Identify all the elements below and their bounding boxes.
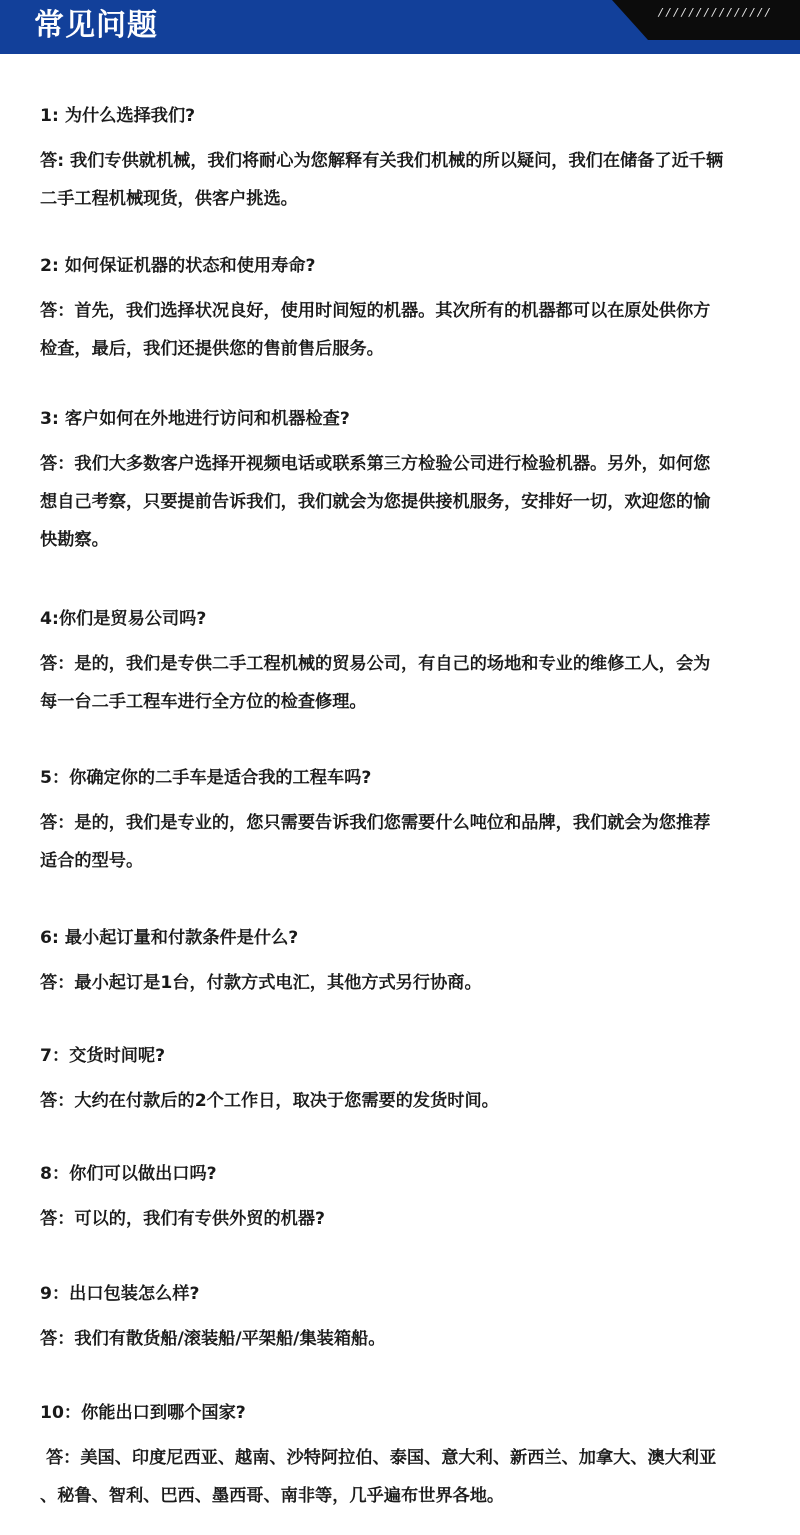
- answer-line: 答：美国、印度尼西亚、越南、沙特阿拉伯、泰国、意大利、新西兰、加拿大、澳大利亚: [40, 1448, 717, 1468]
- faq-answer: [40, 1200, 780, 1238]
- faq-answer: [40, 964, 780, 1002]
- answer-line: 二手工程机械现货，供客户挑选。: [40, 189, 298, 209]
- faq-question: 2: 如何保证机器的状态和使用寿命?: [40, 256, 316, 276]
- faq-answer: [40, 292, 780, 368]
- faq-answer: [40, 1439, 780, 1515]
- answer-line: 答：我们大多数客户选择开视频电话或联系第三方检验公司进行检验机器。另外，如何您: [40, 454, 711, 474]
- answer-line: 想自己考察，只要提前告诉我们，我们就会为您提供接机服务，安排好一切，欢迎您的愉: [40, 492, 711, 512]
- faq-question: 3: 客户如何在外地进行访问和机器检查?: [40, 409, 350, 429]
- faq-question: 10：你能出口到哪个国家?: [40, 1403, 246, 1423]
- header-banner: [0, 0, 800, 54]
- answer-line: 答：是的，我们是专业的，您只需要告诉我们您需要什么吨位和品牌，我们就会为您推荐: [40, 813, 711, 833]
- faq-answer: [40, 445, 780, 559]
- faq-answer: [40, 1082, 780, 1120]
- answer-line: 答：我们有散货船/滚装船/平架船/集装箱船。: [40, 1329, 386, 1349]
- faq-question: 5：你确定你的二手车是适合我的工程车吗?: [40, 768, 372, 788]
- faq-answer: [40, 804, 780, 880]
- faq-question: 1: 为什么选择我们?: [40, 106, 196, 126]
- answer-line: 答：可以的，我们有专供外贸的机器?: [40, 1209, 325, 1229]
- answer-line: 、秘鲁、智利、巴西、墨西哥、南非等，几乎遍布世界各地。: [40, 1486, 505, 1506]
- answer-line: 答：大约在付款后的2个工作日，取决于您需要的发货时间。: [40, 1091, 499, 1111]
- answer-line: 答：首先，我们选择状况良好，使用时间短的机器。其次所有的机器都可以在原处供你方: [40, 301, 711, 321]
- faq-answer: [40, 1320, 780, 1358]
- header-slash-decoration: ///////////////: [657, 6, 772, 19]
- faq-question: 7：交货时间呢?: [40, 1046, 166, 1066]
- faq-question: 6: 最小起订量和付款条件是什么?: [40, 928, 299, 948]
- faq-question: 4:你们是贸易公司吗?: [40, 609, 207, 629]
- page-title: 常见问题: [34, 8, 158, 43]
- answer-line: 答: 我们专供就机械，我们将耐心为您解释有关我们机械的所以疑问，我们在储备了近千辆: [40, 151, 724, 171]
- faq-answer: [40, 142, 780, 218]
- answer-line: 适合的型号。: [40, 851, 144, 871]
- answer-line: 检查，最后，我们还提供您的售前售后服务。: [40, 339, 384, 359]
- answer-line: 每一台二手工程车进行全方位的检查修理。: [40, 692, 367, 712]
- answer-line: 答：是的，我们是专供二手工程机械的贸易公司，有自己的场地和专业的维修工人，会为: [40, 654, 711, 674]
- faq-answer: [40, 645, 780, 721]
- faq-question: 8：你们可以做出口吗?: [40, 1164, 217, 1184]
- answer-line: 答：最小起订是1台，付款方式电汇，其他方式另行协商。: [40, 973, 482, 993]
- faq-question: 9：出口包装怎么样?: [40, 1284, 200, 1304]
- answer-line: 快勘察。: [40, 530, 109, 550]
